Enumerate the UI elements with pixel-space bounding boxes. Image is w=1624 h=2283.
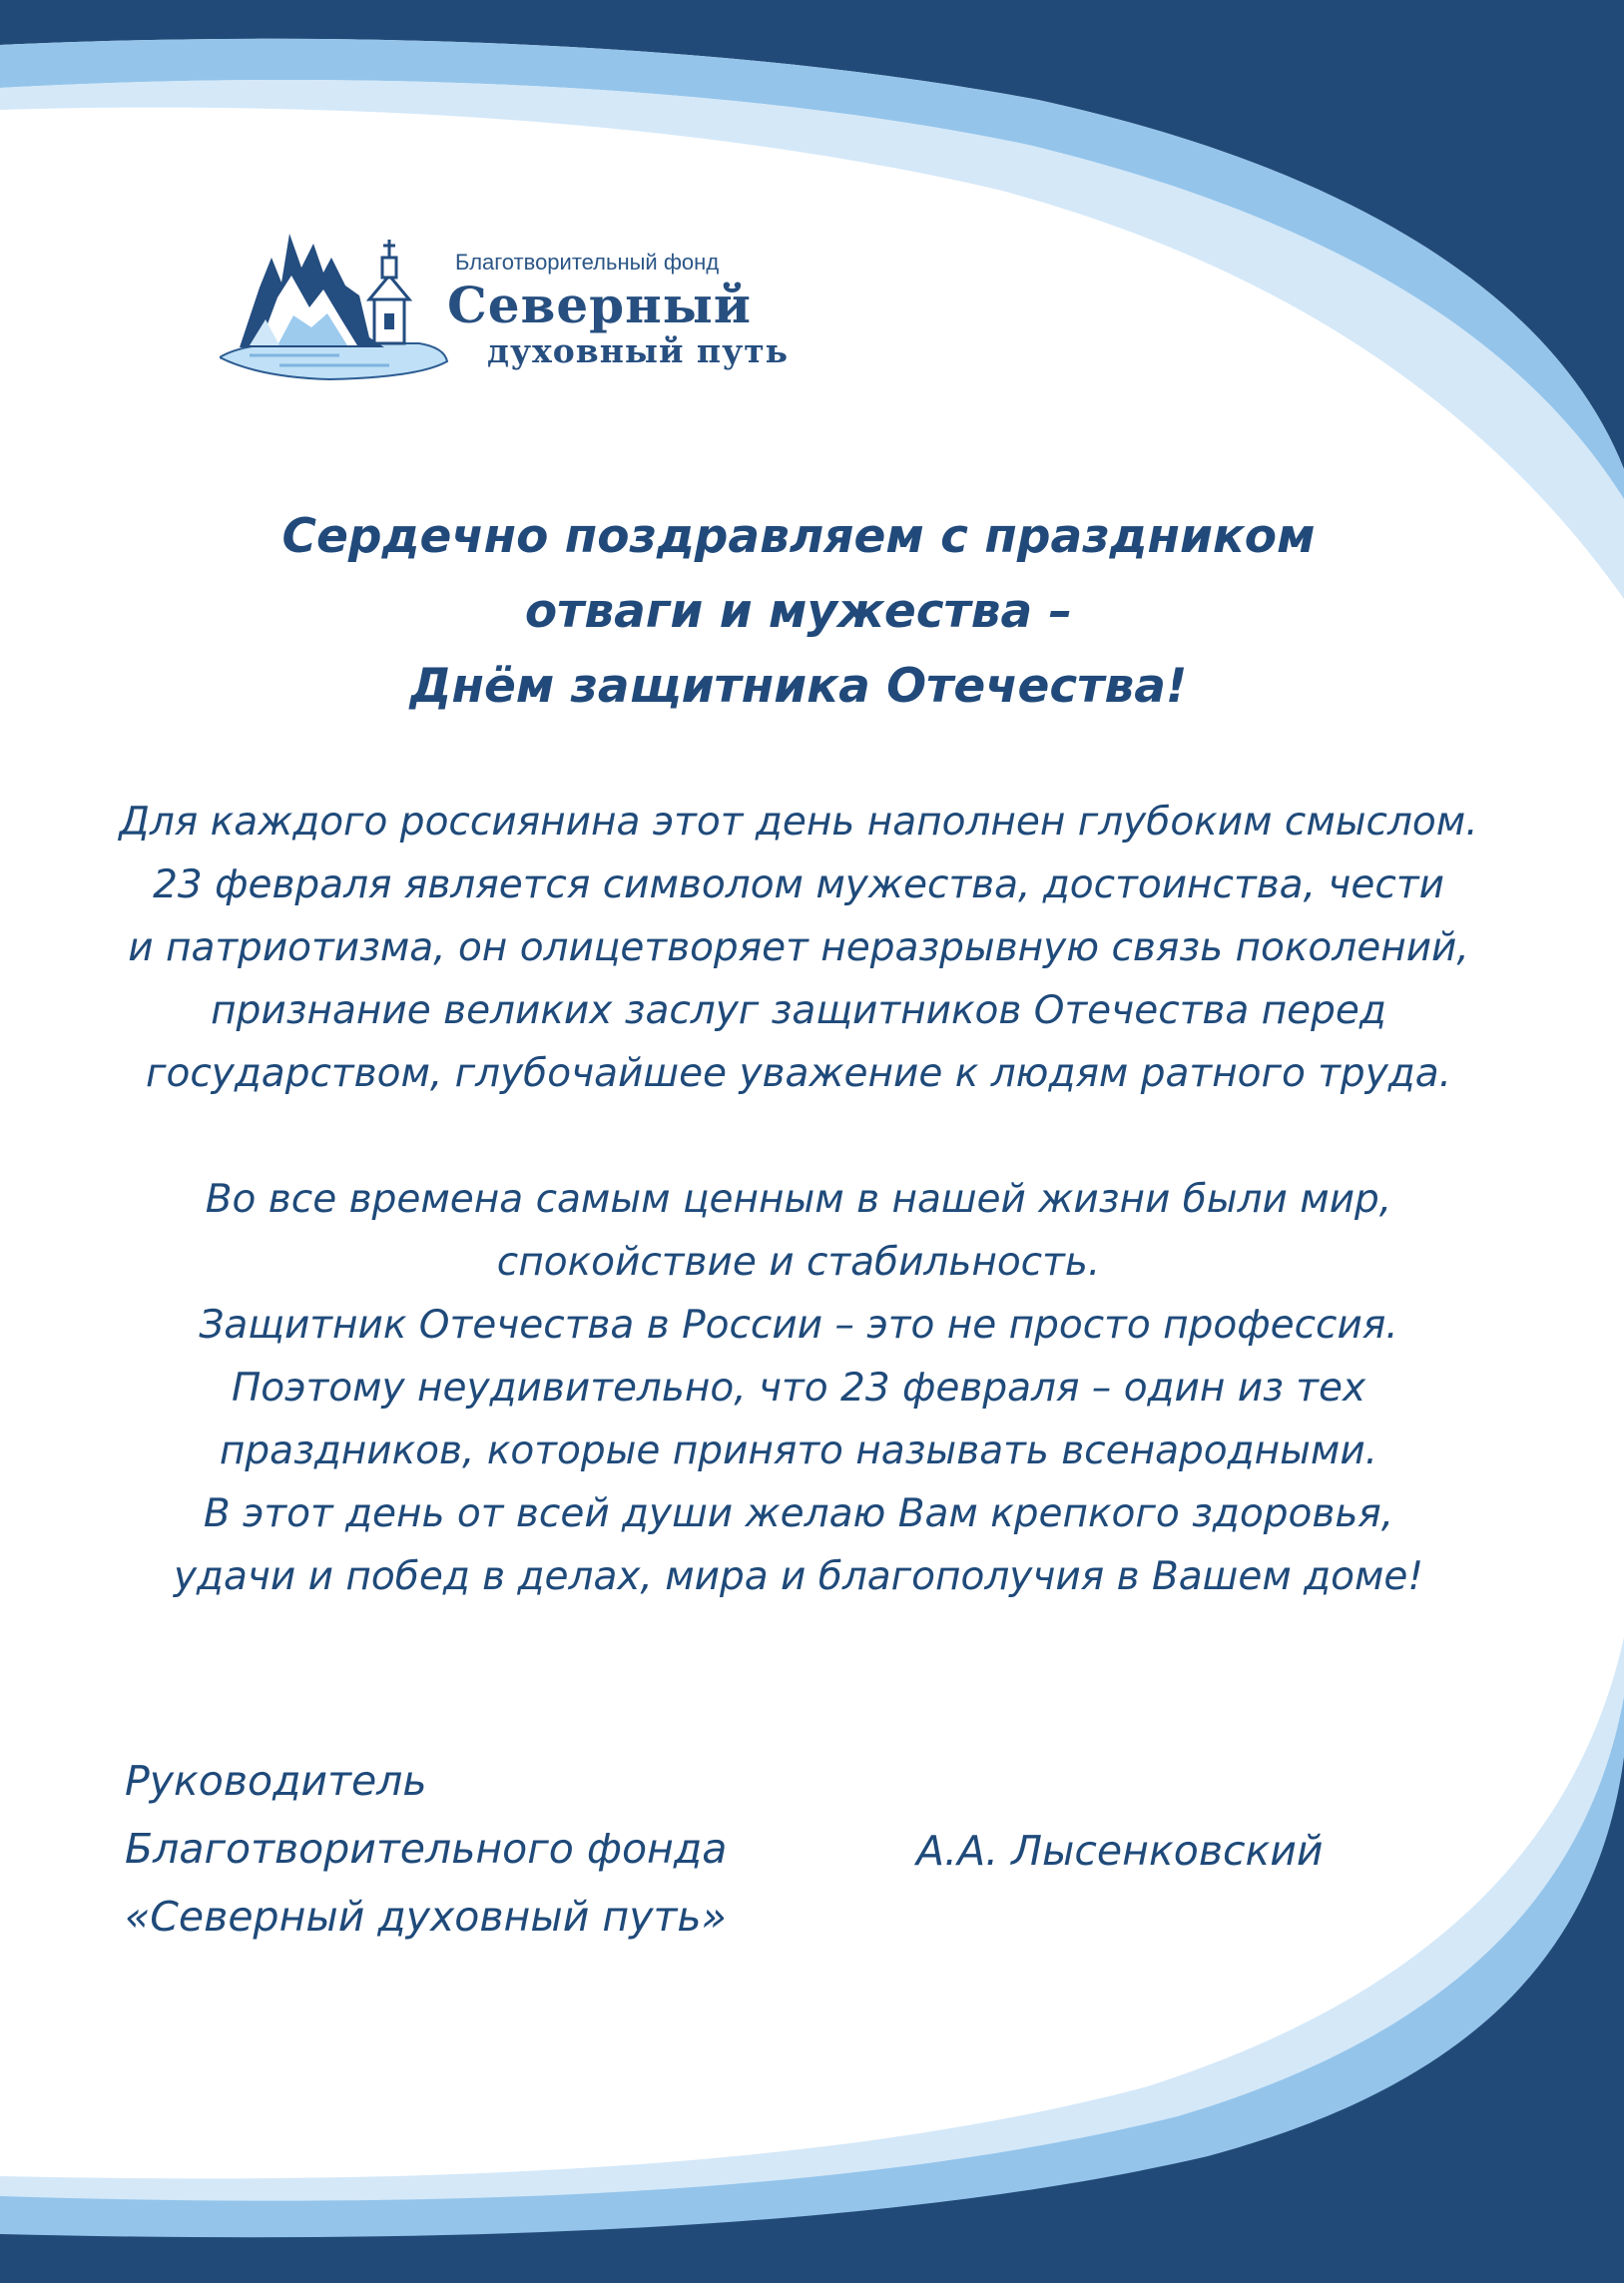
- logo-text: [447, 250, 789, 370]
- heading-line: отваги и мужества –: [524, 584, 1073, 639]
- heading-line: Днём защитника Отечества!: [409, 659, 1188, 714]
- logo-org-type: Благотворительный фонд: [455, 250, 720, 275]
- paragraph-line: удачи и побед в делах, мира и благополучия в Вашем доме!: [173, 1554, 1424, 1599]
- heading-line: Сердечно поздравляем с праздником: [281, 509, 1316, 564]
- signer-position: [125, 1747, 727, 1951]
- paragraph-line: Поэтому неудивительно, что 23 февраля – один из тех: [231, 1366, 1366, 1411]
- paragraph-line: Во все времена самым ценным в нашей жизни были мир,: [205, 1177, 1392, 1222]
- foundation-logo: [220, 228, 818, 397]
- body-paragraph-1: [90, 791, 1507, 1105]
- paragraph-line: 23 февраля является символом мужества, достоинства, чести: [153, 862, 1444, 907]
- paragraph-line: спокойствие и стабильность.: [496, 1240, 1101, 1285]
- mountain-chapel-icon: [220, 228, 449, 397]
- greeting-heading: [140, 499, 1457, 724]
- signer-name: А.А. Лысенковский: [916, 1827, 1324, 1875]
- body-paragraph-2: [90, 1168, 1507, 1608]
- logo-name-line1: Северный: [447, 276, 752, 334]
- paragraph-line: В этот день от всей души желаю Вам крепкого здоровья,: [203, 1491, 1394, 1536]
- paragraph-line: праздников, которые принято называть всенародными.: [219, 1428, 1378, 1473]
- paragraph-line: Для каждого россиянина этот день наполнен глубоким смыслом.: [119, 800, 1478, 845]
- signer-position-line: «Северный духовный путь»: [125, 1893, 727, 1941]
- signer-position-line: Благотворительного фонда: [125, 1825, 728, 1873]
- paragraph-line: государством, глубочайшее уважение к людям ратного труда.: [145, 1051, 1452, 1096]
- signer-position-line: Руководитель: [125, 1757, 427, 1805]
- logo-name-line2: духовный путь: [487, 331, 790, 370]
- paragraph-line: и патриотизма, он олицетворяет неразрывную связь поколений,: [128, 925, 1469, 970]
- paragraph-line: Защитник Отечества в России – это не просто профессия.: [199, 1303, 1398, 1348]
- paragraph-line: признание великих заслуг защитников Отечества перед: [211, 988, 1386, 1033]
